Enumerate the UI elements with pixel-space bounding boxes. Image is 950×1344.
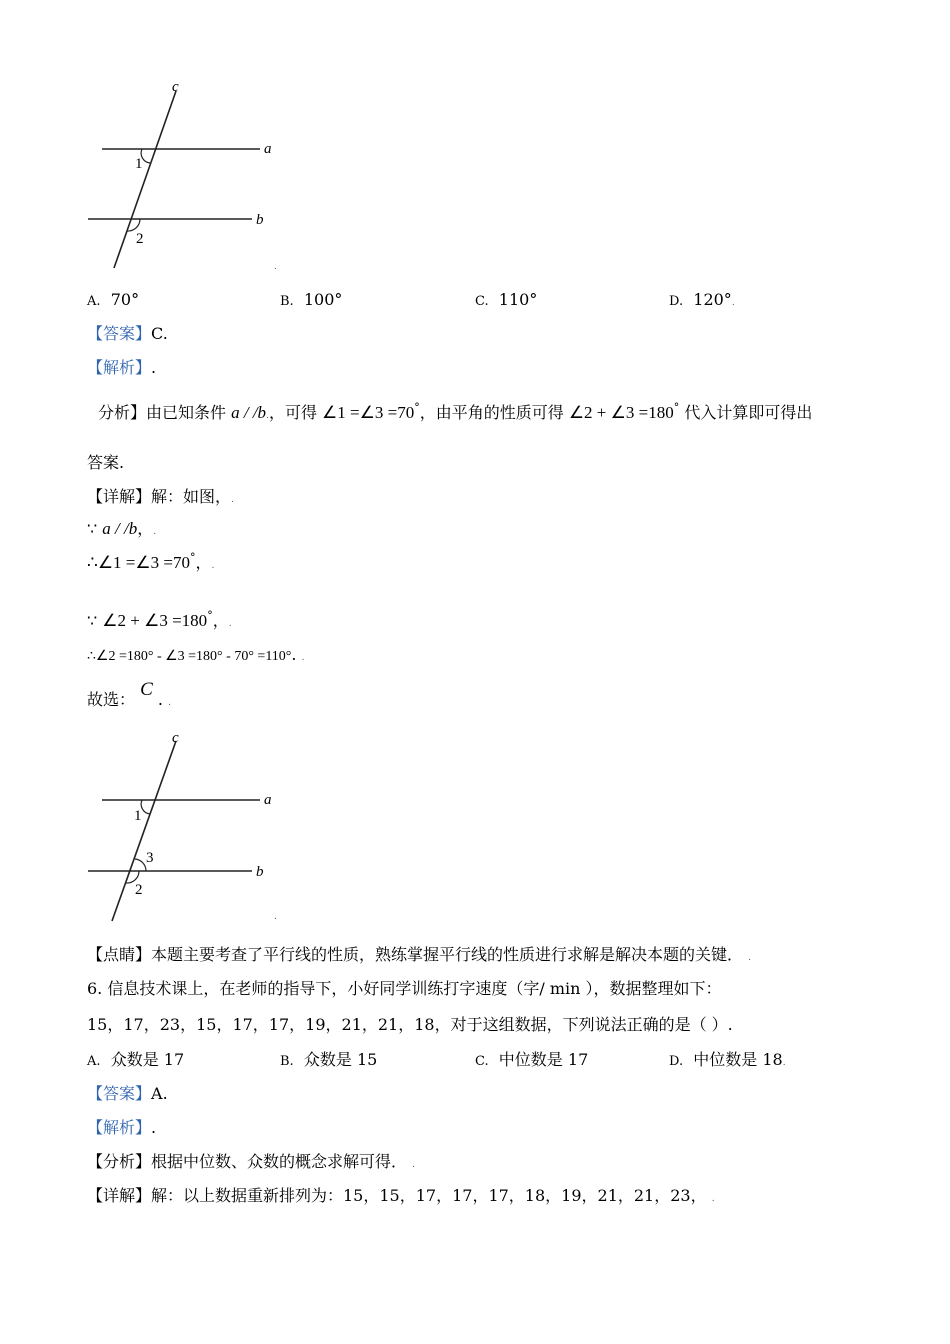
q6-analysis-heading: 【解析】.: [87, 1118, 157, 1137]
q5-option-b: [280, 290, 342, 312]
label-angle-2: 2: [136, 231, 144, 247]
q5-choose: 故选： C . .: [87, 679, 171, 709]
q5-step-1: ∵ a / /b，.: [87, 519, 157, 538]
q5-answer: [87, 324, 168, 344]
option-letter: C.: [475, 294, 489, 309]
label-c: c: [172, 730, 179, 746]
q5-detail-head: 【详解】解：如图，.: [87, 487, 234, 506]
label-b: b: [256, 212, 264, 228]
line-c: [114, 91, 176, 268]
option-letter: D.: [669, 294, 684, 309]
label-angle-2: 2: [135, 882, 143, 898]
q5-step-3: ∵ ∠2 + ∠3 =180°，.: [87, 609, 232, 630]
q5-analysis-heading: 【解析】.: [87, 358, 157, 377]
q5-fenxi-line1: 分析】由已知条件 a / /b.，可得 ∠1 =∠3 =70°，由平角的性质可得 ∠2 + ∠3 =180° 代入计算即可得出: [98, 401, 813, 422]
q5-dianjing: 【点睛】本题主要考查了平行线的性质，熟练掌握平行线的性质进行求解是解决本题的关键． .: [87, 945, 751, 964]
option-letter: A.: [87, 294, 101, 309]
label-c: c: [172, 79, 179, 95]
option-value: 70°: [110, 290, 140, 309]
option-value: 120°: [693, 290, 732, 309]
parallel-lines-figure-2: [80, 725, 300, 925]
label-angle-1: 1: [134, 808, 142, 824]
q6-data-line: 15，17，23，15，17，17，19，21，21，18，对于这组数据，下列说法正确的是（ ）.: [87, 1015, 733, 1034]
q5-option-d: D. 120°.: [669, 290, 735, 309]
q6-option-b: B. 众数是 15: [280, 1050, 378, 1069]
option-letter: B.: [280, 294, 294, 309]
angle-1-arc: [141, 800, 150, 814]
q6-option-c: C. 中位数是 17: [475, 1050, 589, 1069]
answer-label: 【答案】: [87, 324, 152, 343]
q6-stem: 6. 信息技术课上，在老师的指导下，小好同学训练打字速度（字/ min ），数据整理如下：: [87, 979, 722, 998]
line-c: [112, 741, 176, 921]
q6-fenxi: 【分析】根据中位数、众数的概念求解可得． .: [87, 1152, 415, 1171]
label-a: a: [264, 792, 272, 808]
q6-option-a: A. 众数是 17: [87, 1050, 185, 1069]
q5-step-2: ∴∠1 =∠3 =70°，.: [87, 551, 215, 572]
label-a: a: [264, 141, 272, 157]
q6-option-d: D. 中位数是 18.: [669, 1050, 786, 1069]
option-value: 110°: [498, 290, 538, 309]
q6-answer: 【答案】A.: [87, 1084, 168, 1103]
q5-step-4: ∴∠2 =180° - ∠3 =180° - 70° =110°. .: [87, 645, 305, 664]
q5-option-a: [87, 290, 139, 312]
q6-detail: 【详解】解：以上数据重新排列为：15，15，17，17，17，18，19，21，21，23， .: [87, 1186, 715, 1205]
q5-fenxi-line2: 答案.: [87, 453, 125, 472]
label-angle-1: 1: [135, 156, 143, 172]
parallel-lines-figure-1: [80, 75, 300, 275]
label-b: b: [256, 864, 264, 880]
answer-value: C.: [151, 324, 168, 343]
q5-option-c: [475, 290, 537, 312]
angle-3-arc: [135, 859, 146, 871]
analysis-label: 【解析】: [87, 358, 152, 377]
label-angle-3: 3: [146, 850, 154, 866]
option-value: 100°: [303, 290, 343, 309]
